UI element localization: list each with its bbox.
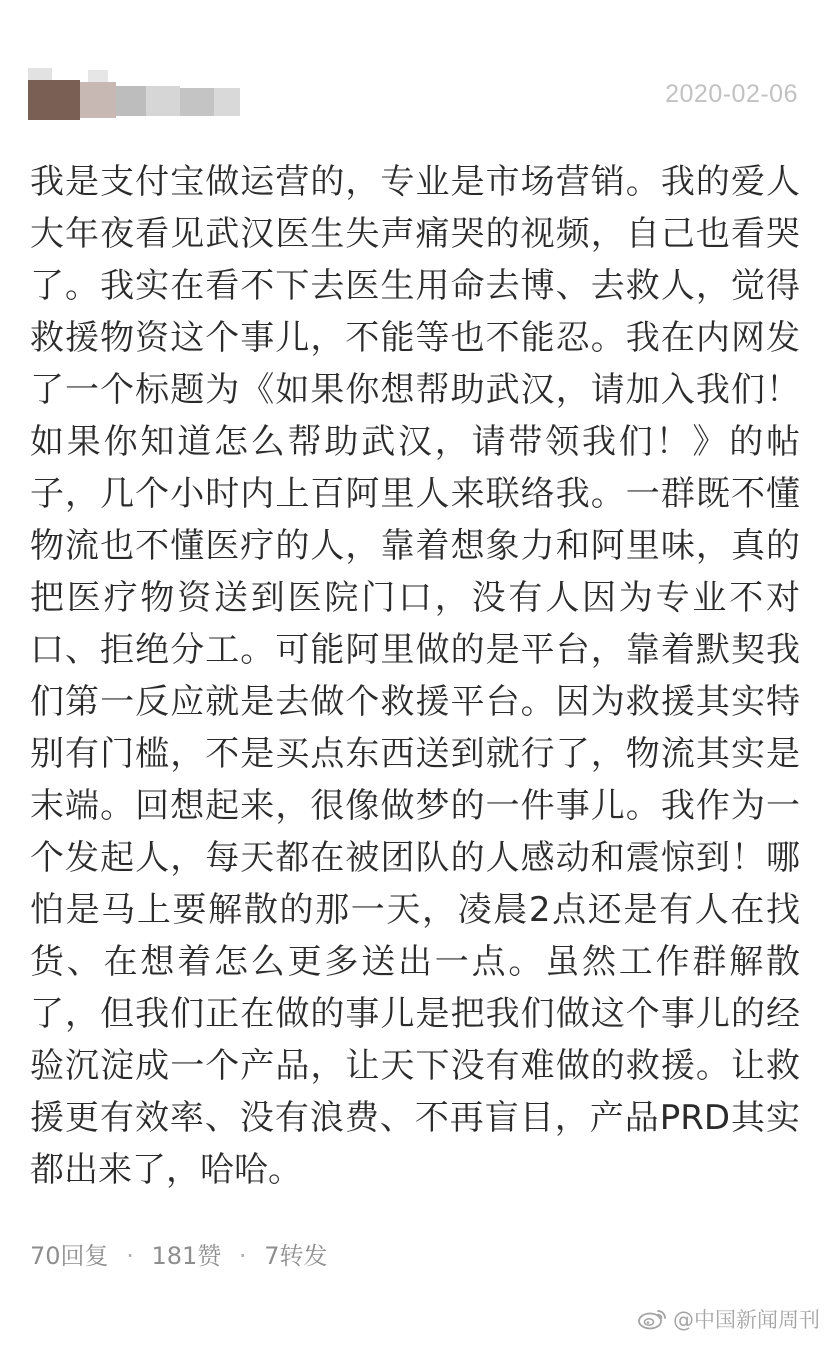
blurred-username-avatar[interactable] xyxy=(28,76,240,120)
repost-count[interactable]: 7转发 xyxy=(264,1242,328,1270)
post-stats xyxy=(30,1236,327,1271)
blur-block xyxy=(180,88,214,116)
stats-separator: · xyxy=(126,1242,134,1270)
post-header xyxy=(0,0,828,140)
stats-separator: · xyxy=(238,1242,247,1270)
source-watermark xyxy=(637,1304,820,1334)
post-body-text: 我是支付宝做运营的，专业是市场营销。我的爱人大年夜看见武汉医生失声痛哭的视频，自己也看哭了。我实在看不下去医生用命去博、去救人，觉得救援物资这个事儿，不能等也不能忍。我在内网发了一个标题为《如果你想帮助武汉，请加入我们！如果你知道怎么帮助武汉，请带领我们！》的帖子，几个小时内上百阿里人来联络我。一群既不懂物流也不懂医疗的人，靠着想象力和阿里味，真的把医疗物资送到医院门口，没有人因为专业不对口、拒绝分工。可能阿里做的是平台，靠着默契我们第一反应就是去做个救援平台。因为救援其实特别有门槛，不是买点东西送到就行了，物流其实是末端。回想起来，很像做梦的一件事儿。我作为一个发起人，每天都在被团队的人感动和震惊到！哪怕是马上要解散的那一天，凌晨2点还是有人在找货、在想着怎么更多送出一点。虽然工作群解散了，但我们正在做的事儿是把我们做这个事儿的经验沉淀成一个产品，让天下没有难做的救援。让救援更有效率、没有浪费、不再盲目，产品PRD其实都出来了，哈哈。 xyxy=(30,162,800,1190)
like-count[interactable]: 181赞 xyxy=(151,1242,222,1270)
blur-block xyxy=(146,86,180,116)
post-date: 2020-02-06 xyxy=(665,80,798,108)
watermark-text: @中国新闻周刊 xyxy=(673,1308,820,1332)
blur-block xyxy=(214,88,240,116)
blur-block xyxy=(80,82,116,118)
blur-block xyxy=(28,80,80,120)
weibo-icon xyxy=(637,1308,667,1330)
reply-count[interactable]: 70回复 xyxy=(30,1242,109,1270)
blur-block xyxy=(116,86,146,116)
blur-block xyxy=(88,70,108,82)
